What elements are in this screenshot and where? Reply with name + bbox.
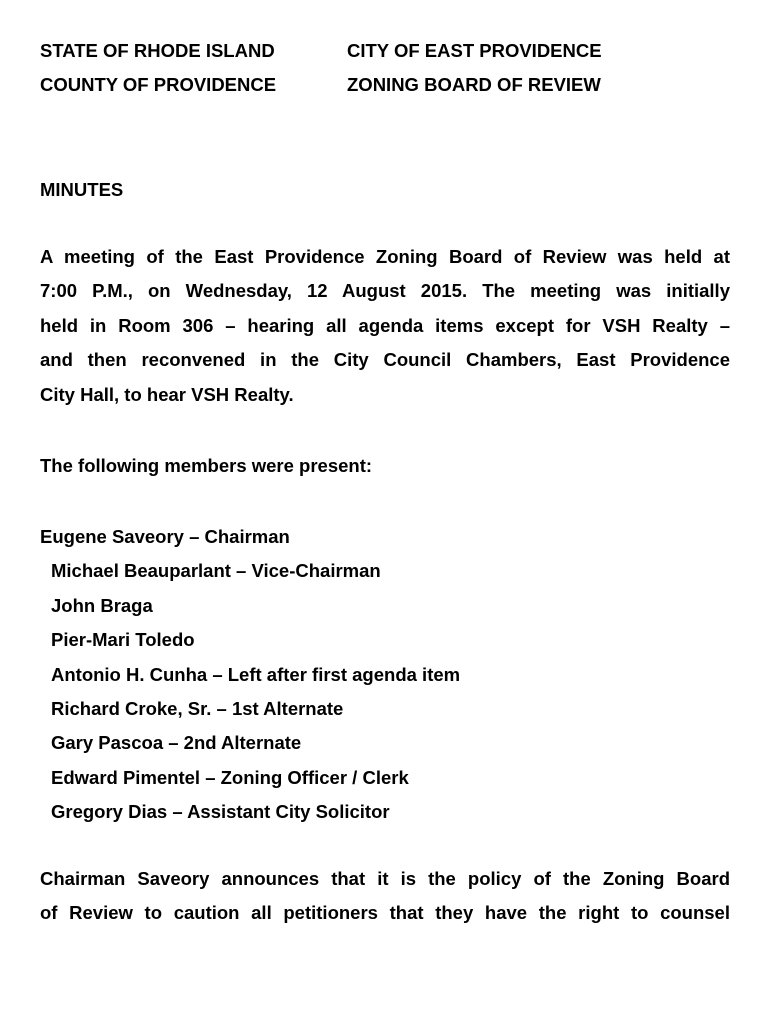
member-item: Michael Beauparlant – Vice-Chairman bbox=[51, 560, 381, 582]
intro-line: and then reconvened in the City Council Chambers, East Providence bbox=[40, 349, 730, 371]
member-item: Edward Pimentel – Zoning Officer / Clerk bbox=[51, 766, 409, 788]
member-item: Richard Croke, Sr. – 1st Alternate bbox=[51, 698, 344, 720]
header-board: ZONING BOARD OF REVIEW bbox=[347, 74, 601, 95]
members-list bbox=[40, 520, 460, 830]
closing-line: Chairman Saveory announces that it is the policy of the Zoning Board bbox=[40, 868, 730, 889]
member-item: John Braga bbox=[51, 594, 153, 616]
intro-line: 7:00 P.M., on Wednesday, 12 August 2015. The meeting was initially bbox=[40, 280, 730, 302]
header-city: CITY OF EAST PROVIDENCE bbox=[347, 40, 602, 61]
member-item: Pier-Mari Toledo bbox=[51, 629, 195, 651]
member-item: Gary Pascoa – 2nd Alternate bbox=[51, 732, 302, 754]
member-item: Antonio H. Cunha – Left after first agenda item bbox=[51, 663, 461, 685]
intro-line: City Hall, to hear VSH Realty. bbox=[40, 383, 294, 405]
present-heading: The following members were present: bbox=[40, 455, 373, 476]
member-item: Gregory Dias – Assistant City Solicitor bbox=[51, 801, 390, 823]
header-county: COUNTY OF PROVIDENCE bbox=[40, 74, 277, 95]
intro-line: held in Room 306 – hearing all agenda items except for VSH Realty – bbox=[40, 314, 730, 336]
closing-line: of Review to caution all petitioners that they have the right to counsel bbox=[40, 902, 730, 924]
intro-line: A meeting of the East Providence Zoning Board of Review was held at bbox=[40, 246, 730, 267]
header-state: STATE OF RHODE ISLAND bbox=[40, 40, 275, 61]
closing-paragraph bbox=[40, 862, 730, 931]
member-item: Eugene Saveory – Chairman bbox=[40, 526, 290, 547]
document-title: MINUTES bbox=[40, 179, 124, 200]
intro-paragraph bbox=[40, 240, 730, 412]
